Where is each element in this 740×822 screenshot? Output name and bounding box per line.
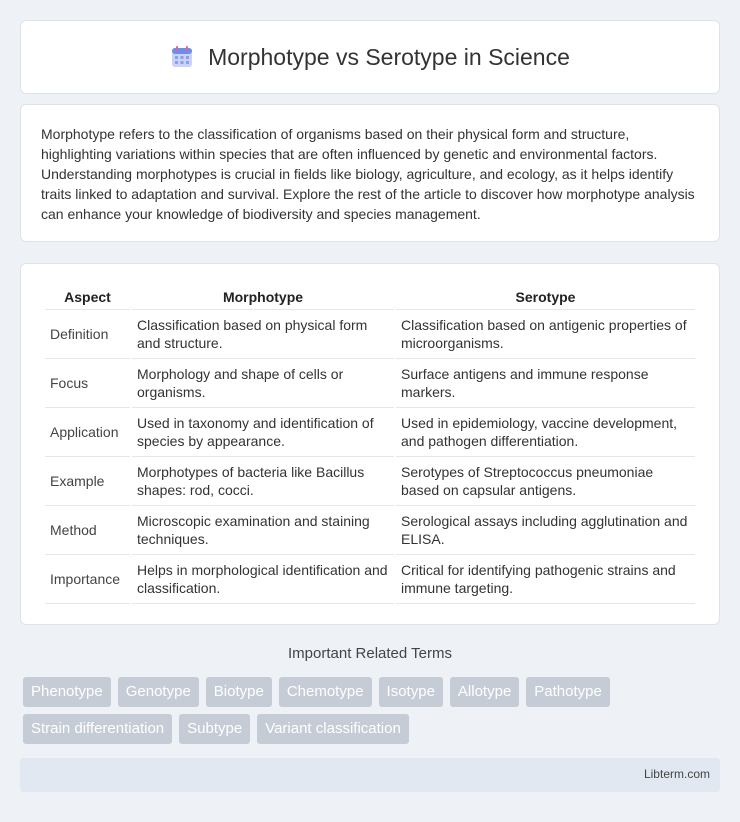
intro-text: Morphotype refers to the classification of organisms based on their physical form and structure, highlighting variations within species that are often influenced by genetic and environmental factors. Understanding morphotypes is crucial in fields like biology, agriculture, and ecology, as it helps identify traits linked to adaptation and survival. Explore the rest of the article to discover how morphotype analysis can enhance your knowledge of biodiversity and species management. [41, 126, 695, 222]
tag-isotype[interactable]: Isotype [379, 677, 443, 707]
cell-aspect: Definition [45, 310, 130, 359]
footer [20, 758, 720, 792]
cell-morphotype: Classification based on physical form and structure. [132, 310, 394, 359]
header-serotype: Serotype [396, 284, 695, 310]
cell-serotype: Used in epidemiology, vaccine development, and pathogen differentiation. [396, 408, 695, 457]
intro-card [20, 104, 720, 242]
related-terms-title: Important Related Terms [288, 645, 452, 662]
related-terms-tags [23, 677, 723, 744]
tag-variant-classification[interactable]: Variant classification [257, 714, 409, 744]
cell-aspect: Importance [45, 555, 130, 604]
cell-morphotype: Microscopic examination and staining techniques. [132, 506, 394, 555]
table-header-row [45, 284, 695, 310]
cell-morphotype: Morphology and shape of cells or organisms. [132, 359, 394, 408]
comparison-table [43, 284, 697, 604]
cell-morphotype: Morphotypes of bacteria like Bacillus shapes: rod, cocci. [132, 457, 394, 506]
cell-serotype: Surface antigens and immune response markers. [396, 359, 695, 408]
tag-allotype[interactable]: Allotype [450, 677, 519, 707]
table-row [45, 457, 695, 506]
tag-genotype[interactable]: Genotype [118, 677, 199, 707]
cell-aspect: Application [45, 408, 130, 457]
calendar-icon [170, 45, 194, 69]
table-row [45, 408, 695, 457]
page-title: Morphotype vs Serotype in Science [208, 43, 570, 70]
table-row [45, 310, 695, 359]
tag-biotype[interactable]: Biotype [206, 677, 272, 707]
cell-aspect: Method [45, 506, 130, 555]
table-row [45, 359, 695, 408]
cell-serotype: Serological assays including agglutination and ELISA. [396, 506, 695, 555]
table-row [45, 555, 695, 604]
header-aspect: Aspect [45, 284, 130, 310]
header-morphotype: Morphotype [132, 284, 394, 310]
cell-serotype: Critical for identifying pathogenic strains and immune targeting. [396, 555, 695, 604]
footer-site-link[interactable]: Libterm.com [643, 767, 710, 781]
table-row [45, 506, 695, 555]
cell-morphotype: Helps in morphological identification and classification. [132, 555, 394, 604]
tag-pathotype[interactable]: Pathotype [526, 677, 610, 707]
cell-serotype: Classification based on antigenic properties of microorganisms. [396, 310, 695, 359]
tag-phenotype[interactable]: Phenotype [23, 677, 111, 707]
tag-strain-differentiation[interactable]: Strain differentiation [23, 714, 172, 744]
cell-aspect: Example [45, 457, 130, 506]
title-card [20, 20, 720, 94]
cell-serotype: Serotypes of Streptococcus pneumoniae based on capsular antigens. [396, 457, 695, 506]
tag-subtype[interactable]: Subtype [179, 714, 250, 744]
cell-aspect: Focus [45, 359, 130, 408]
tag-chemotype[interactable]: Chemotype [279, 677, 372, 707]
cell-morphotype: Used in taxonomy and identification of species by appearance. [132, 408, 394, 457]
comparison-table-card [20, 263, 720, 625]
